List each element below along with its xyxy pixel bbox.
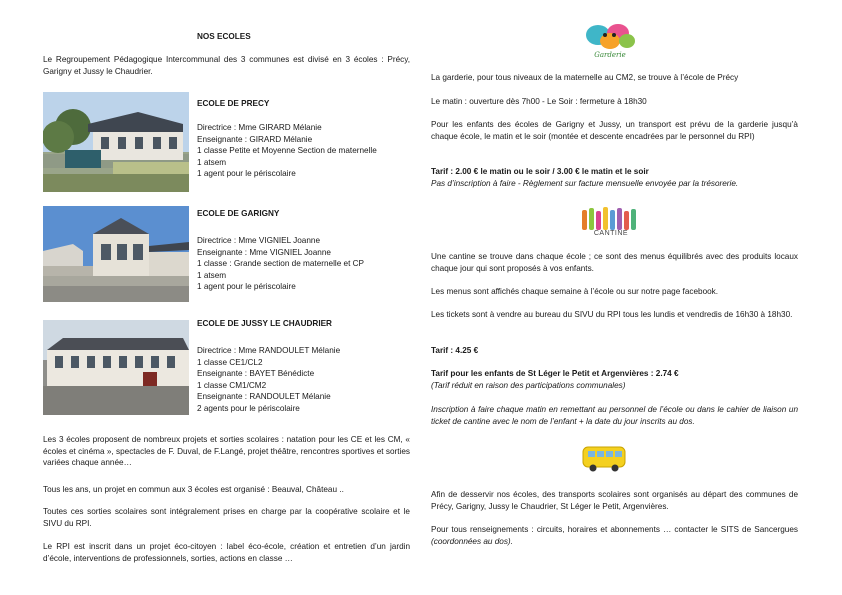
info-line: 1 agent pour le périscolaire [197,282,296,292]
school-title-jussy: ECOLE DE JUSSY LE CHAUDRIER [197,319,332,328]
info-line: Enseignante : GIRARD Mélanie [197,134,313,144]
info-line: Enseignante : BAYET Bénédicte [197,369,315,379]
cantine-paragraph-1: Une cantine se trouve dans chaque école ; ce sont des menus équilibrés avec des produits locaux chaque jour qui sont proposés à vos enfants. [431,252,798,273]
school-title-garigny: ECOLE DE GARIGNY [197,209,280,218]
transport-paragraph-2 [431,524,798,547]
info-line: 1 classe CM1/CM2 [197,380,267,390]
precy-school-photo [43,92,189,192]
garderie-note: Pas d’inscription à faire - Règlement sur facture mensuelle envoyée par la trésorerie. [431,179,739,188]
garderie-tarif: Tarif : 2.00 € le matin ou le soir / 3.00 € le matin et le soir [431,167,649,176]
garderie-paragraph-1: La garderie, pour tous niveaux de la maternelle au CM2, se trouve à l’école de Précy [431,73,739,82]
intro-text: Le Regroupement Pédagogique Intercommunal des 3 communes est divisé en 3 écoles : Précy, Garigny et Jussy le Chaudrier. [43,55,410,76]
school-title-precy: ECOLE DE PRECY [197,99,270,108]
garderie-logo [580,21,640,63]
info-line: Directrice : Mme VIGNIEL Joanne [197,236,321,245]
school-info-jussy [197,345,340,415]
cantine-tarif-note: (Tarif réduit en raison des participations communales) [431,381,626,390]
cantine-logo [580,206,642,240]
page-heading: NOS ECOLES [197,32,251,41]
info-line: 1 atsem [197,157,227,167]
info-line: Directrice : Mme GIRARD Mélanie [197,123,322,132]
info-line: Enseignante : Mme VIGNIEL Joanne [197,247,331,257]
info-line: 1 classe : Grande section de maternelle et CP [197,259,365,269]
jussy-school-photo [43,320,189,415]
cantine-paragraph-2: Les menus sont affichés chaque semaine à l’école ou sur notre page facebook. [431,287,719,296]
transport-contact-note: (coordonnées au dos). [431,536,513,546]
transport-contact-text: Pour tous renseignements : circuits, horaires et abonnements … contacter le SITS de Sancergues [431,525,798,534]
cantine-tarif-reduced: Tarif pour les enfants de St Léger le Petit et Argenvières : 2.74 € [431,369,679,378]
info-line: 1 classe CE1/CL2 [197,357,263,367]
common-project-paragraph: Tous les ans, un projet en commun aux 3 écoles est organisé : Beauval, Château .. [43,485,344,494]
cantine-tarif: Tarif : 4.25 € [431,346,479,355]
school-info-garigny [197,235,364,293]
info-line: 1 agent pour le périscolaire [197,169,296,179]
garigny-school-photo [43,206,189,302]
cantine-inscription: Inscription à faire chaque matin en remettant au personnel de l’école ou dans le cahier de liaison un ticket de cantine avec le nom de l’enfant + la date du jour inscrits au dos. [431,405,798,426]
info-line: 1 atsem [197,270,227,280]
garderie-paragraph-3: Pour les enfants des écoles de Garigny et Jussy, un transport est prévu de la garderie jusqu’à chaque école, le matin et le soir (montée et descente encadrées par le personnel du RPI) [431,120,798,141]
transport-paragraph-1: Afin de desservir nos écoles, des transports scolaires sont organisés au départ des communes de Précy, Garigny, Jussy le Chaudrier, St Léger le Petit, Argenvières. [431,490,798,511]
cantine-paragraph-3: Les tickets sont à vendre au bureau du SIVU du RPI tous les lundis et vendredis de 16h30 à 18h30. [431,310,793,319]
funding-paragraph: Toutes ces sorties scolaires sont intégralement prises en charge par la coopérative scolaire et le SIVU du RPI. [43,507,410,528]
info-line: 2 agents pour le périscolaire [197,403,300,413]
info-line: Directrice : Mme RANDOULET Mélanie [197,346,341,355]
cantine-logo-text: CANTINE [593,230,629,237]
school-bus-icon [581,443,627,473]
info-line: Enseignante : RANDOULET Mélanie [197,392,331,402]
info-line: 1 classe Petite et Moyenne Section de maternelle [197,146,377,156]
garderie-logo-text: Garderie [594,51,626,59]
projects-paragraph: Les 3 écoles proposent de nombreux projets et sorties scolaires : natation pour les CE et les CM, « écoles et cinéma », spectacles de F. Duval, de F.Langé, projet théâtre, rencontres sportives et sorties variées chaque année… [43,435,410,468]
eco-paragraph: Le RPI est inscrit dans un projet éco-citoyen : label éco-école, création et entretien d’un jardin d’école, interventions de professionnels, sorties, actions en classe … [43,542,410,563]
garderie-paragraph-2: Le matin : ouverture dès 7h00 - Le Soir : fermeture à 18h30 [431,97,647,106]
school-info-precy [197,122,377,180]
